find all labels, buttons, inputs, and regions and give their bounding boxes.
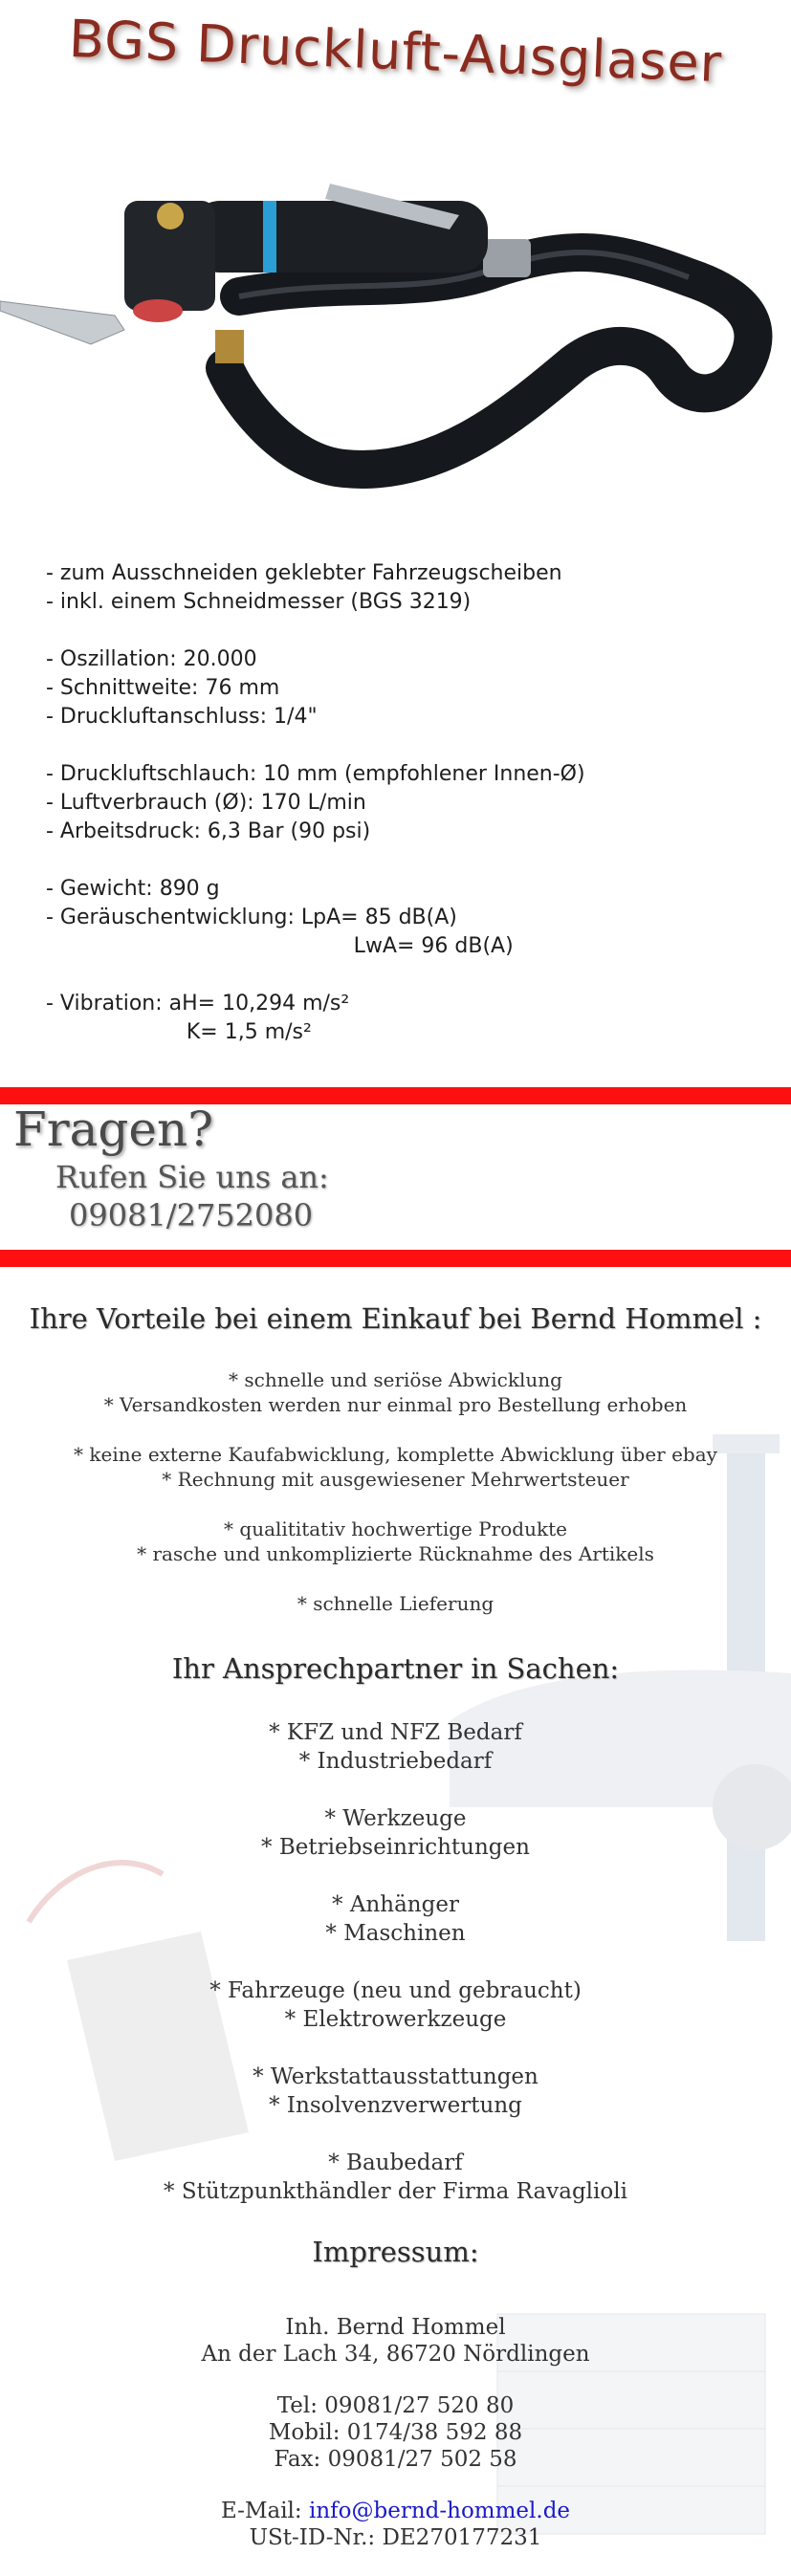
list-item: * Stützpunkthändler der Firma Ravaglioli	[164, 2179, 627, 2204]
spec-line: LwA= 96 dB(A)	[46, 934, 514, 958]
list-item: * Anhänger	[332, 1892, 459, 1917]
banner-phone: 09081/2752080	[69, 1197, 314, 1233]
fragen-heading: Fragen?	[13, 1102, 214, 1157]
hose-clamp	[483, 239, 531, 277]
spec-list	[46, 559, 773, 1047]
spec-line: - Schnittweite: 76 mm	[46, 676, 280, 700]
email-label: E-Mail:	[220, 2499, 309, 2523]
spec-line: - Arbeitsdruck: 6,3 Bar (90 psi)	[46, 819, 371, 843]
page-title: BGS Druckluft-Ausglaser	[67, 8, 724, 95]
spec-line: - Oszillation: 20.000	[46, 647, 257, 671]
red-divider-bottom	[0, 1250, 791, 1267]
list-item: * Baubedarf	[328, 2150, 463, 2175]
list-item: * Maschinen	[325, 1921, 466, 1946]
spec-line: - Vibration: aH= 10,294 m/s²	[46, 992, 350, 1015]
spec-line: - Druckluftschlauch: 10 mm (empfohlener Innen-Ø)	[46, 762, 585, 786]
fax: Fax: 09081/27 502 58	[274, 2447, 517, 2472]
spec-line: - Druckluftanschluss: 1/4"	[46, 705, 318, 729]
vorteile-list	[0, 1367, 791, 1616]
spec-line: - inkl. einem Schneidmesser (BGS 3219)	[46, 590, 472, 614]
blue-ring	[263, 201, 276, 273]
spec-line: - Gewicht: 890 g	[46, 877, 220, 901]
telephone: Tel: 09081/27 520 80	[276, 2393, 515, 2418]
air-connector	[215, 330, 244, 363]
blade-mount	[133, 299, 183, 322]
address: An der Lach 34, 86720 Nördlingen	[201, 2342, 590, 2367]
list-item: * schnelle und seriöse Abwicklung	[229, 1368, 562, 1391]
cutting-blade	[0, 301, 124, 344]
list-item: * Insolvenzverwertung	[269, 2093, 522, 2118]
vat-id: USt-ID-Nr.: DE270177231	[249, 2525, 542, 2550]
list-item: * Industriebedarf	[298, 1749, 493, 1774]
mobile: Mobil: 0174/38 592 88	[268, 2420, 523, 2445]
list-item: * Elektrowerkzeuge	[284, 2007, 507, 2032]
vorteile-heading: Ihre Vorteile bei einem Einkauf bei Bernd Hommel :	[29, 1302, 762, 1335]
spec-line: - Luftverbrauch (Ø): 170 L/min	[46, 791, 366, 815]
list-item: * Rechnung mit ausgewiesener Mehrwertsteuer	[162, 1468, 629, 1491]
list-item: * Werkstattausstattungen	[253, 2064, 538, 2089]
spec-line: K= 1,5 m/s²	[46, 1020, 312, 1044]
list-item: * Betriebseinrichtungen	[261, 1835, 530, 1860]
brass-cap	[157, 203, 184, 229]
air-hose	[225, 252, 754, 469]
product-image	[0, 163, 791, 507]
owner-name: Inh. Bernd Hommel	[285, 2315, 506, 2340]
spec-line: - Geräuschentwicklung: LpA= 85 dB(A)	[46, 906, 457, 929]
email-line	[0, 2498, 791, 2524]
list-item: * KFZ und NFZ Bedarf	[269, 1720, 522, 1745]
list-item: * schnelle Lieferung	[297, 1592, 494, 1615]
ansprech-heading: Ihr Ansprechpartner in Sachen:	[171, 1652, 620, 1685]
list-item: * rasche und unkomplizierte Rücknahme des Artikels	[137, 1542, 654, 1565]
ansprech-list	[0, 1718, 791, 2206]
call-us-text: Rufen Sie uns an:	[55, 1159, 329, 1195]
list-item: * Werkzeuge	[324, 1806, 467, 1831]
list-item: * Fahrzeuge (neu und gebraucht)	[209, 1978, 582, 2003]
email-link[interactable]: info@bernd-hommel.de	[308, 2499, 571, 2523]
impressum-block	[0, 2314, 791, 2551]
list-item: * Versandkosten werden nur einmal pro Bestellung erhoben	[103, 1393, 688, 1416]
impressum-heading: Impressum:	[312, 2236, 479, 2268]
list-item: * qualititativ hochwertige Produkte	[224, 1517, 567, 1540]
spec-line: - zum Ausschneiden geklebter Fahrzeugscheiben	[46, 561, 562, 585]
list-item: * keine externe Kaufabwicklung, komplette Abwicklung über ebay	[74, 1443, 717, 1466]
